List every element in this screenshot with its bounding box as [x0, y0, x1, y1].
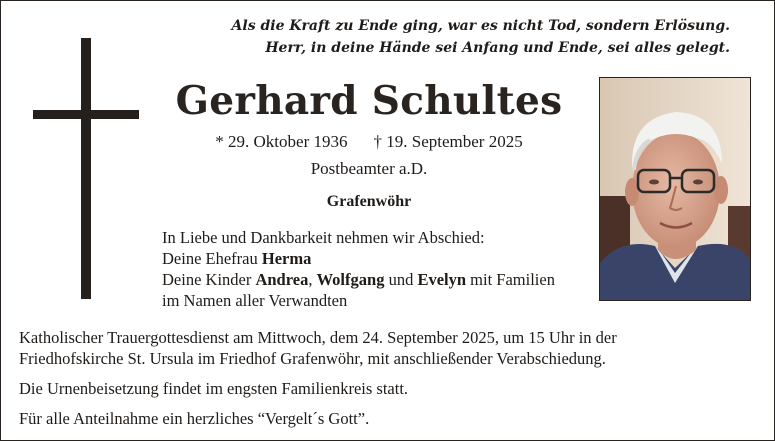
conjunction: und — [388, 270, 414, 289]
portrait-photo — [599, 77, 751, 301]
child-name: Andrea — [255, 270, 309, 289]
thanks-line: Für alle Anteilnahme ein herzliches “Vergelt´s Gott”. — [19, 409, 370, 428]
death-date: † 19. September 2025 — [373, 132, 523, 151]
mourners-block — [162, 227, 592, 311]
motto — [232, 15, 730, 59]
urn-burial-line: Die Urnenbeisetzung findet im engsten Familienkreis statt. — [19, 379, 409, 398]
service-info — [19, 327, 759, 429]
motto-line-1: Als die Kraft zu Ende ging, war es nicht Tod, sondern Erlösung. — [231, 18, 730, 34]
children-suffix: mit Familien — [470, 270, 555, 289]
children-line — [162, 269, 592, 290]
children-prefix: Deine Kinder — [162, 270, 252, 289]
relatives-line: im Namen aller Verwandten — [162, 291, 348, 310]
deceased-name: Gerhard Schultes — [175, 78, 563, 124]
hometown: Grafenwöhr — [326, 193, 412, 210]
child-name: Evelyn — [417, 270, 467, 289]
profession: Postbeamter a.D. — [310, 159, 428, 178]
mourners-intro: In Liebe und Dankbarkeit nehmen wir Abschied: — [162, 228, 485, 247]
comma: , — [308, 270, 313, 289]
child-name: Wolfgang — [316, 270, 385, 289]
birth-date: * 29. Oktober 1936 — [215, 132, 348, 151]
service-line-1: Katholischer Trauergottesdienst am Mittwoch, dem 24. September 2025, um 15 Uhr in der — [19, 328, 617, 347]
wife-line — [162, 248, 592, 269]
cross-vertical-bar — [81, 38, 91, 299]
service-line-2: Friedhofskirche St. Ursula im Friedhof Grafenwöhr, mit anschließender Verabschiedung. — [19, 349, 606, 368]
wife-name: Herma — [261, 249, 312, 268]
wife-prefix: Deine Ehefrau — [162, 249, 258, 268]
life-dates — [141, 132, 597, 152]
cross-horizontal-bar — [33, 110, 139, 119]
portrait-illustration — [600, 78, 750, 300]
motto-line-2: Herr, in deine Hände sei Anfang und Ende, sei alles gelegt. — [265, 40, 730, 56]
latin-cross-icon — [33, 38, 139, 299]
